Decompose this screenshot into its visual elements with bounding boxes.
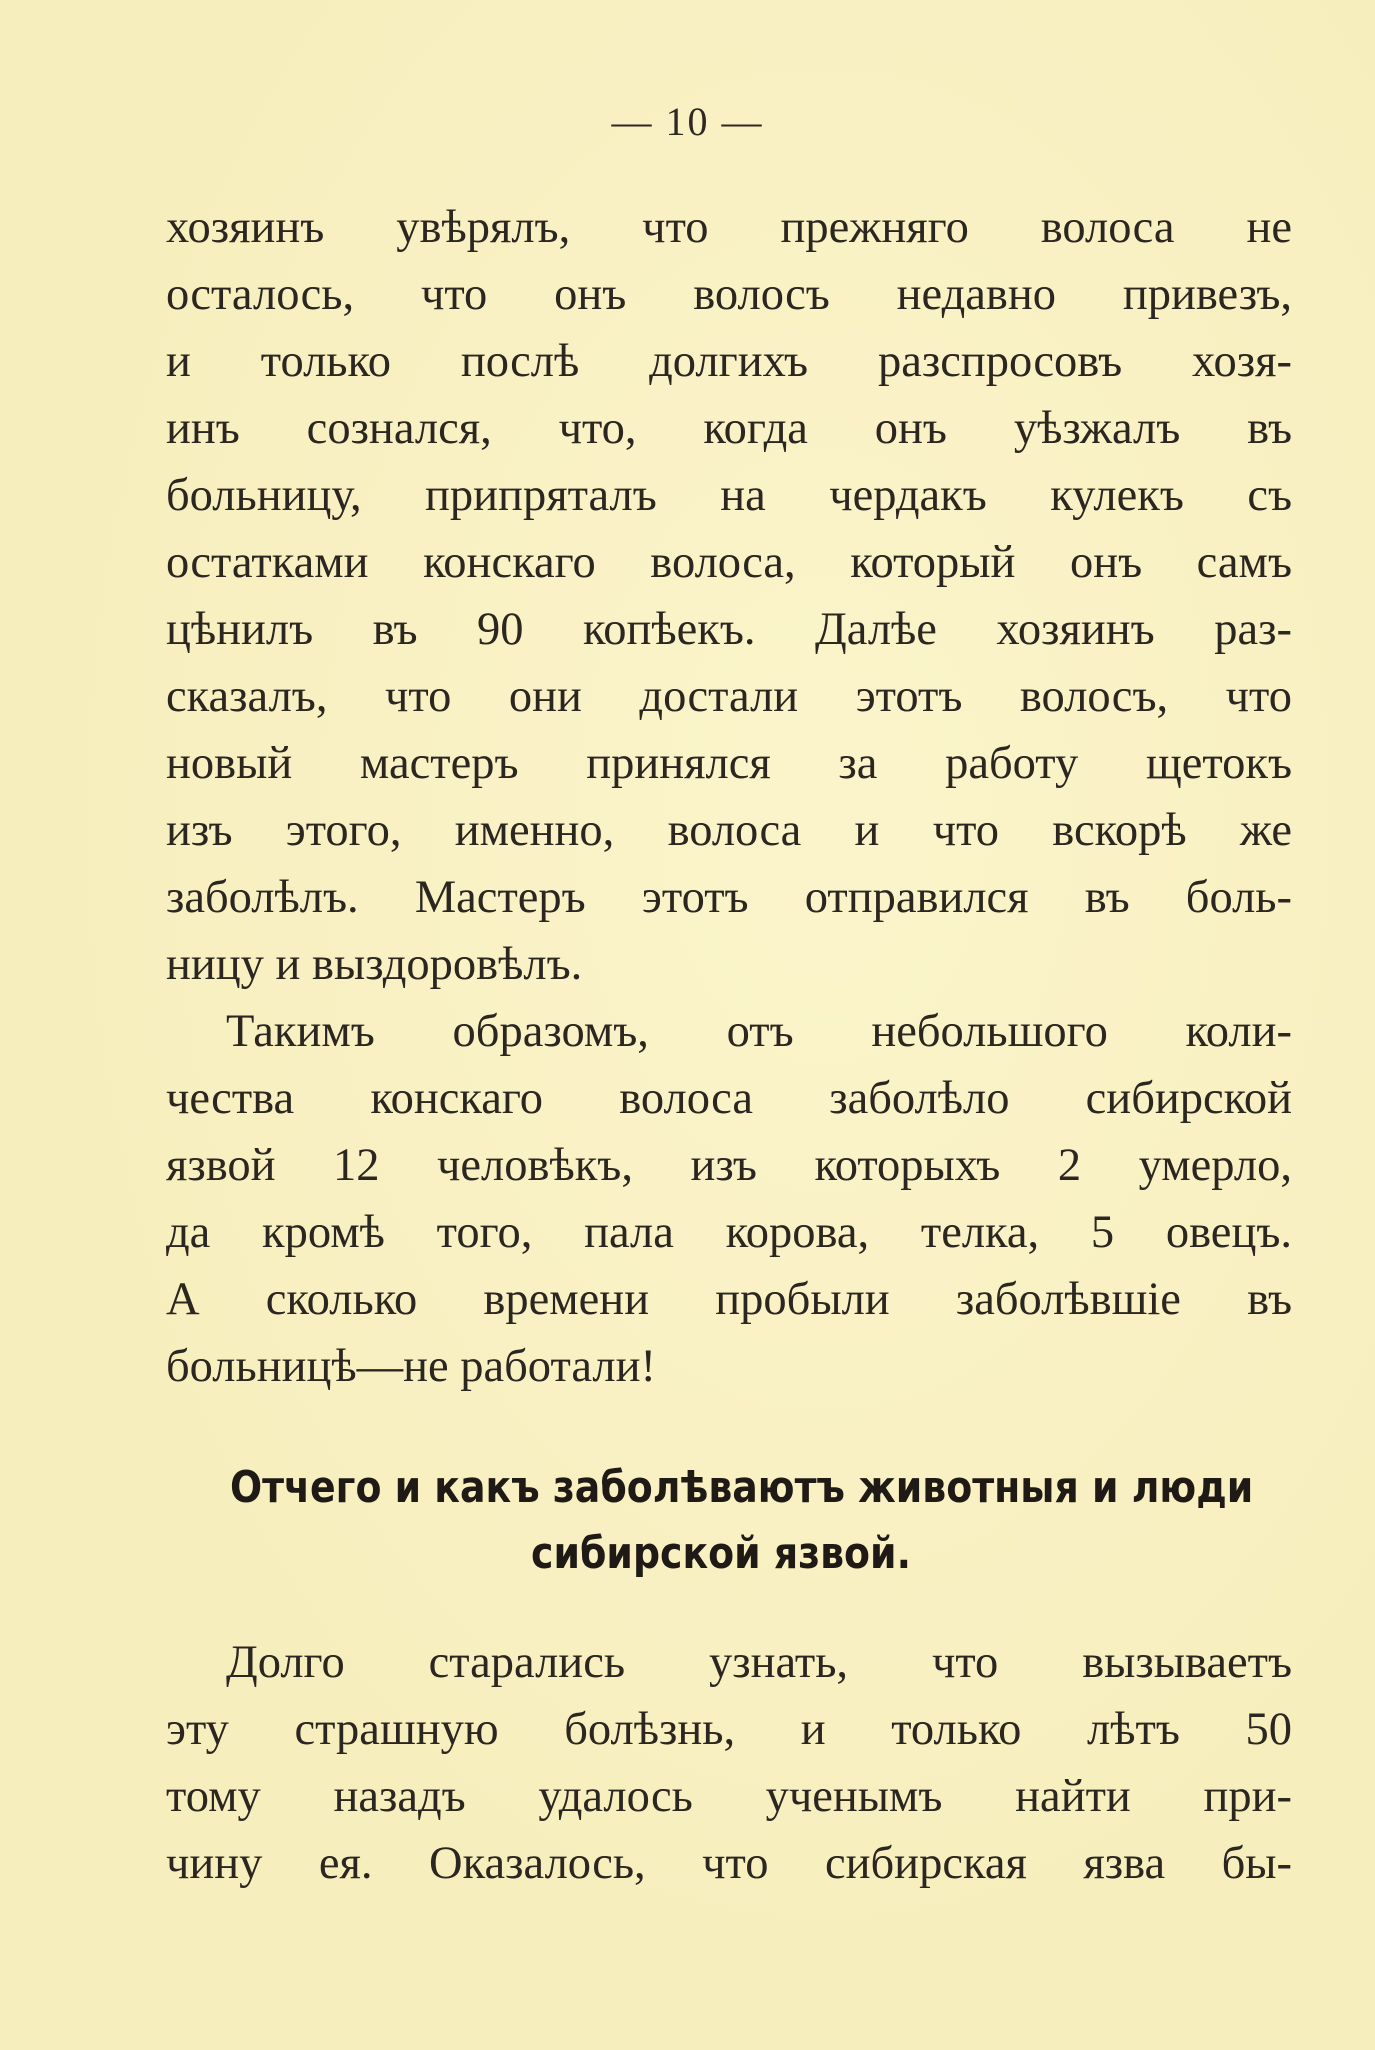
text-line: и только послѣ долгихъ разспросовъ хозя- bbox=[166, 336, 1292, 387]
text-line: больницу, припряталъ на чердакъ кулекъ съ bbox=[166, 470, 1292, 521]
text-line: сказалъ, что они достали этотъ волосъ, что bbox=[166, 671, 1292, 722]
text-line: ницу и выздоровѣлъ. bbox=[166, 939, 583, 990]
text-line: новый мастеръ принялся за работу щетокъ bbox=[166, 738, 1292, 789]
text-line: да кромѣ того, пала корова, телка, 5 овецъ. bbox=[166, 1207, 1292, 1258]
text-line: эту страшную болѣзнь, и только лѣтъ 50 bbox=[166, 1704, 1292, 1755]
text-line: хозяинъ увѣрялъ, что прежняго волоса не bbox=[166, 202, 1292, 253]
text-line: инъ сознался, что, когда онъ уѣзжалъ въ bbox=[166, 403, 1292, 454]
text-line: А сколько времени пробыли заболѣвшіе въ bbox=[166, 1274, 1292, 1325]
text-line: тому назадъ удалось ученымъ найти при- bbox=[166, 1771, 1292, 1822]
text-line: изъ этого, именно, волоса и что вскорѣ же bbox=[166, 805, 1292, 856]
text-line: заболѣлъ. Мастеръ этотъ отправился въ боль- bbox=[166, 872, 1292, 923]
page-number: — 10 — bbox=[611, 99, 764, 144]
heading-line: Отчего и какъ заболѣваютъ животныя и люди bbox=[229, 1462, 1254, 1513]
text-line: остатками конскаго волоса, который онъ самъ bbox=[166, 537, 1292, 588]
text-line: цѣнилъ въ 90 копѣекъ. Далѣе хозяинъ раз- bbox=[166, 604, 1292, 655]
text-line: Долго старались узнать, что вызываетъ bbox=[226, 1637, 1292, 1688]
text-line: язвой 12 человѣкъ, изъ которыхъ 2 умерло, bbox=[166, 1140, 1292, 1191]
text-line: Такимъ образомъ, отъ небольшого коли- bbox=[226, 1006, 1292, 1057]
text-line: осталось, что онъ волосъ недавно привезъ, bbox=[166, 269, 1292, 320]
text-line: чину ея. Оказалось, что сибирская язва бы- bbox=[166, 1838, 1292, 1889]
heading-line: сибирской язвой. bbox=[531, 1528, 911, 1579]
text-line: больницѣ—не работали! bbox=[166, 1341, 656, 1392]
text-line: чества конскаго волоса заболѣло сибирской bbox=[166, 1073, 1292, 1124]
